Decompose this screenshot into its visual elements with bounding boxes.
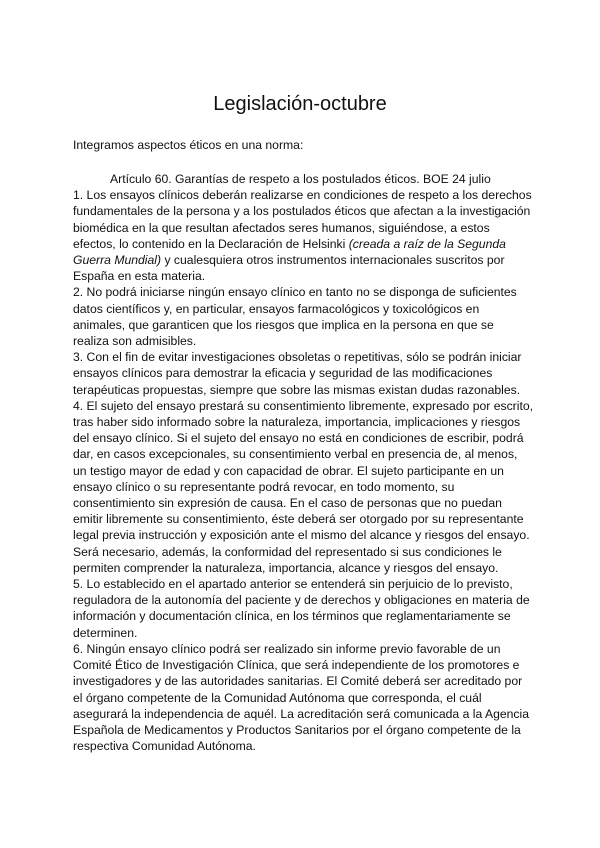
paragraph-4: 4. El sujeto del ensayo prestará su consentimiento libremente, expresado por escrito, tras haber sido informado sobre la naturaleza, importancia, implicaciones y riesgos del ensayo clínico. Si el sujeto del ensayo no está en condiciones de escribir, podrá dar, en casos excepcionales, su consentimiento verbal en presencia de, al menos, un testigo mayor de edad y con capacidad de obrar. El sujeto participante en un ensayo clínico o su representante podrá revocar, en todo momento, su consentimiento sin expresión de causa. En el caso de personas que no puedan emitir libremente su consentimiento, éste deberá ser otorgado por su representante legal previa instrucción y exposición ante el mismo del alcance y riesgos del ensayo. Será necesario, además, la conformidad del representado si sus condiciones le permiten comprender la naturaleza, importancia, alcance y riesgos del ensayo. — [73, 398, 533, 575]
document-title: Legislación-octubre — [213, 93, 387, 115]
paragraph-1 — [73, 187, 533, 284]
document-body — [73, 171, 533, 754]
paragraph-1-text-b: y cualesquiera otros instrumentos internacionales suscritos por España en esta materia. — [73, 253, 505, 284]
paragraph-2: 2. No podrá iniciarse ningún ensayo clínico en tanto no se disponga de suficientes datos científicos y, en particular, ensayos farmacológicos y toxicológicos en animales, que garanticen que los riesgos que implica en la persona en que se realiza son admisibles. — [73, 285, 517, 349]
paragraph-1-text-a: 1. Los ensayos clínicos deberán realizarse en condiciones de respeto a los derechos fundamentales de la persona y a los postulados éticos que afectan a la investigación biomédica en la que resultan afectados seres humanos, siguiéndose, a estos efectos, lo contenido en la Declaración de Helsinki — [73, 188, 532, 251]
paragraph-3: 3. Con el fin de evitar investigaciones obsoletas o repetitivas, sólo se podrán iniciar ensayos clínicos para demostrar la eficacia y seguridad de las modificaciones terapéuticas propuestas, siempre que sobre las mismas existan dudas razonables. — [73, 350, 522, 397]
paragraph-1-italic-note: (creada a raíz de la Segunda Guerra Mundial) — [73, 236, 506, 268]
paragraph-6: 6. Ningún ensayo clínico podrá ser realizado sin informe previo favorable de un Comité Ético de Investigación Clínica, que será independiente de los promotores e investigadores y de las autoridades sanitarias. El Comité deberá ser acreditado por el órgano competente de la Comunidad Autónoma que corresponda, el cuál asegurará la independencia de aquél. La acreditación será comunicada a la Agencia Española de Medicamentos y Productos Sanitarios por el órgano competente de la respectiva Comunidad Autónoma. — [73, 641, 529, 754]
intro-text: Integramos aspectos éticos en una norma: — [73, 138, 304, 152]
paragraph-5: 5. Lo establecido en el apartado anterior se entenderá sin perjuicio de lo previsto, reguladora de la autonomía del paciente y de derechos y obligaciones en materia de información y documentación clínica, en los términos que reglamentariamente se determinen. — [73, 577, 530, 640]
article-heading: Artículo 60. Garantías de respeto a los postulados éticos. BOE 24 julio — [110, 172, 491, 186]
